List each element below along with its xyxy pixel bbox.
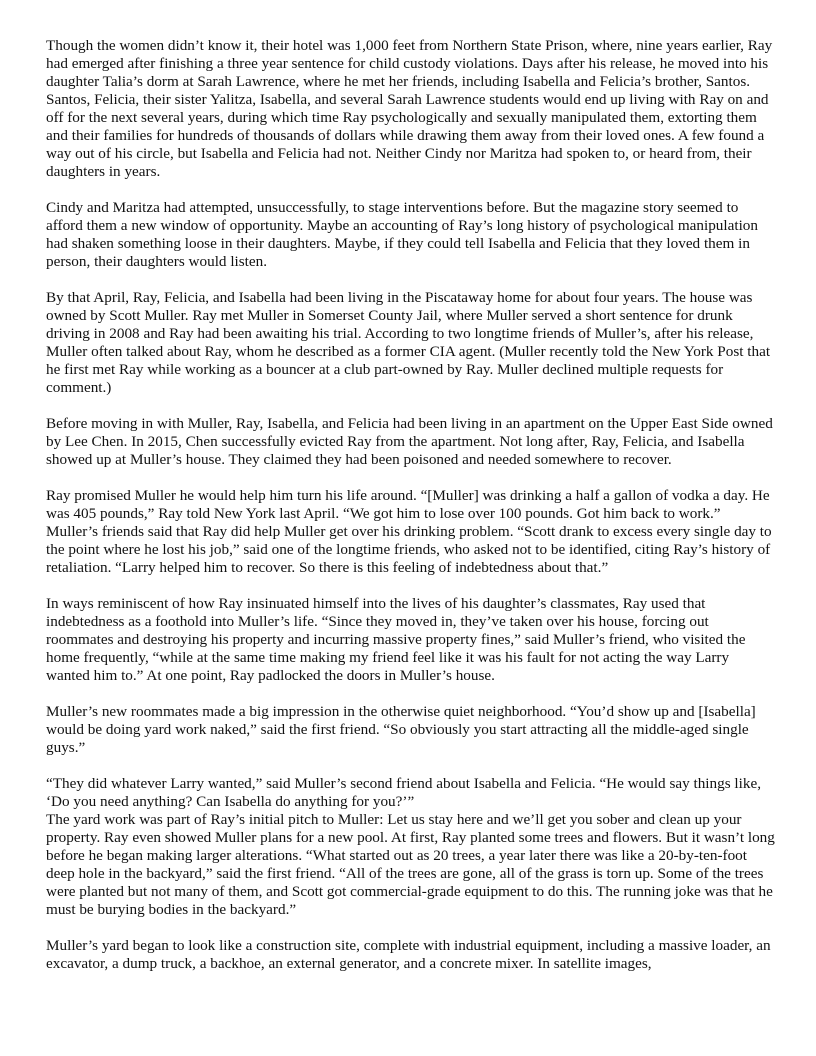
- paragraph-5: Ray promised Muller he would help him turn his life around. “[Muller] was drinking a half a gallon of vodka a day. He was 405 pounds,” Ray told New York last April. “We got him to lose over 100 pounds. Got him back to work.”: [46, 487, 770, 522]
- paragraph-1: Though the women didn’t know it, their hotel was 1,000 feet from Northern State Prison, where, nine years earlier, Ray had emerged after finishing a three year sentence for child custody violations. Days after his release, he moved into his daughter Talia’s dorm at Sarah Lawrence, where he met her friends, including Isabella and Felicia’s brother, Santos. Santos, Felicia, their sister Yalitza, Isabella, and several Sarah Lawrence students would end up living with Ray on and off for the next several years, during which time Ray psychologically and sexually manipulated them, extorting them and their families for hundreds of thousands of dollars while drawing them away from their loved ones. A few found a way out of his circle, but Isabella and Felicia had not. Neither Cindy nor Maritza had spoken to, or heard from, their daughters in years.: [46, 37, 773, 180]
- paragraph-4: Before moving in with Muller, Ray, Isabella, and Felicia had been living in an apartment on the Upper East Side owned by Lee Chen. In 2015, Chen successfully evicted Ray from the apartment. Not long after, Ray, Felicia, and Isabella showed up at Muller’s house. They claimed they had been poisoned and needed somewhere to recover.: [46, 415, 773, 468]
- paragraph-6: Muller’s friends said that Ray did help Muller get over his drinking problem. “Scott drank to excess every single day to the point where he lost his job,” said one of the longtime friends, who asked not to be identified, citing Ray’s history of retaliation. “Larry helped him to recover. So there is this feeling of indebtedness about that.”: [46, 523, 772, 576]
- paragraph-10: The yard work was part of Ray’s initial pitch to Muller: Let us stay here and we’ll get you sober and clean up your property. Ray even showed Muller plans for a new pool. At first, Ray planted some trees and flowers. But it wasn’t long before he began making larger alterations. “What started out as 20 trees, a year later there was like a 20-by-ten-foot deep hole in the backyard,” said the first friend. “All of the trees are gone, all of the grass is torn up. Some of the trees were planted but not many of them, and Scott got commercial-grade equipment to do this. The running joke was that he must be burying bodies in the backyard.”: [46, 811, 775, 918]
- paragraph-11: Muller’s yard began to look like a construction site, complete with industrial equipment, including a massive loader, an excavator, a dump truck, a backhoe, an external generator, and a concrete mixer. In satellite images,: [46, 937, 771, 972]
- paragraph-2: Cindy and Maritza had attempted, unsuccessfully, to stage interventions before. But the magazine story seemed to afford them a new window of opportunity. Maybe an accounting of Ray’s long history of psychological manipulation had shaken something loose in their daughters. Maybe, if they could tell Isabella and Felicia that they loved them in person, their daughters would listen.: [46, 199, 758, 270]
- paragraph-8: Muller’s new roommates made a big impression in the otherwise quiet neighborhood. “You’d show up and [Isabella] would be doing yard work naked,” said the first friend. “So obviously you start attracting all the middle-aged single guys.”: [46, 703, 756, 756]
- document-page: [46, 37, 776, 991]
- paragraph-3: By that April, Ray, Felicia, and Isabella had been living in the Piscataway home for about four years. The house was owned by Scott Muller. Ray met Muller in Somerset County Jail, where Muller served a short sentence for drunk driving in 2008 and Ray had been awaiting his trial. According to two longtime friends of Muller’s, after his release, Muller often talked about Ray, whom he described as a former CIA agent. (Muller recently told the New York Post that he first met Ray while working as a bouncer at a club part-owned by Ray. Muller declined multiple requests for comment.): [46, 289, 771, 396]
- paragraph-9: “They did whatever Larry wanted,” said Muller’s second friend about Isabella and Felicia. “He would say things like, ‘Do you need anything? Can Isabella do anything for you?’”: [46, 775, 761, 810]
- paragraph-7: In ways reminiscent of how Ray insinuated himself into the lives of his daughter’s classmates, Ray used that indebtedness as a foothold into Muller’s life. “Since they moved in, they’ve taken over his house, forcing out roommates and destroying his property and incurring massive property fines,” said Muller’s friend, who visited the home frequently, “while at the same time making my friend feel like it was his fault for not acting the way Larry wanted him to.” At one point, Ray padlocked the doors in Muller’s house.: [46, 595, 746, 684]
